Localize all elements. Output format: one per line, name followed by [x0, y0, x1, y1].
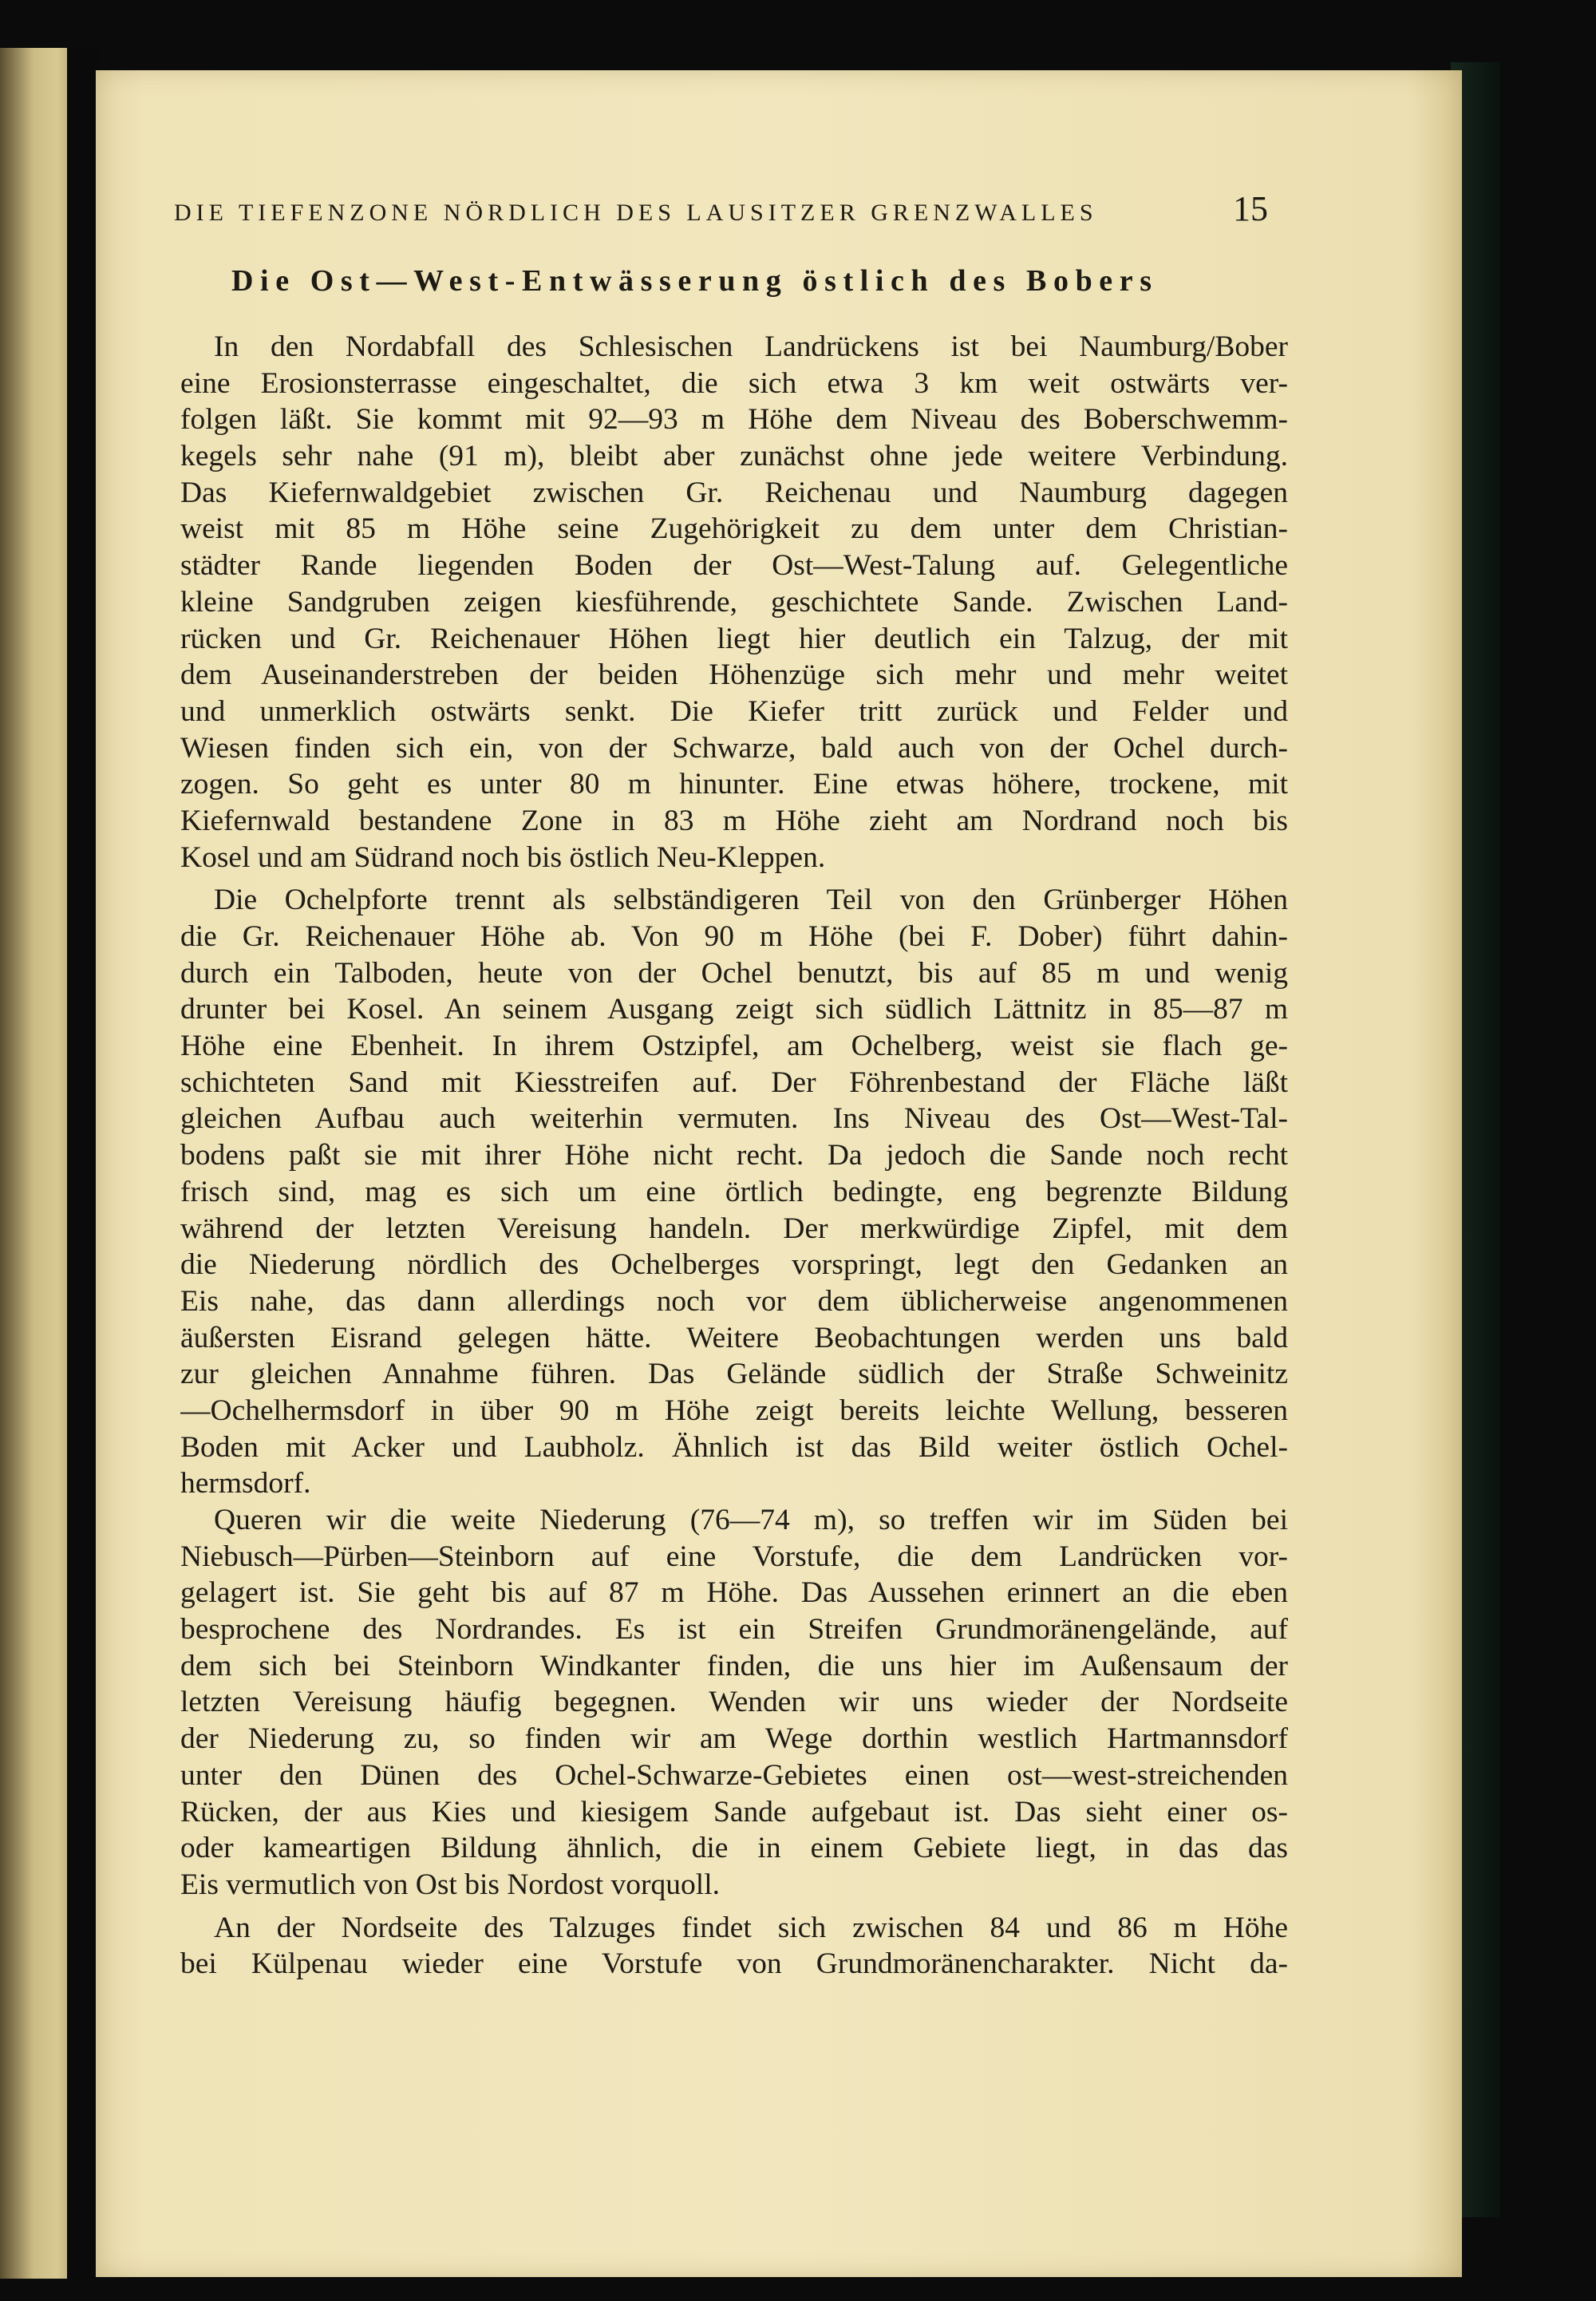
text-line: kegels sehr nahe (91 m), bleibt aber zunächst ohne jede weitere Verbindung.	[180, 440, 1288, 473]
text-line: Kiefernwald bestandene Zone in 83 m Höhe zieht am Nordrand noch bis	[180, 804, 1288, 837]
text-line: folgen läßt. Sie kommt mit 92—93 m Höhe dem Niveau des Boberschwemm-	[180, 403, 1288, 437]
text-line: unter den Dünen des Ochel-Schwarze-Gebietes einen ost—west-streichenden	[180, 1758, 1288, 1792]
text-line: bodens paßt sie mit ihrer Höhe nicht recht. Da jedoch die Sande noch recht	[180, 1139, 1288, 1172]
text-line: frisch sind, mag es sich um eine örtlich bedingte, eng begrenzte Bildung	[180, 1175, 1288, 1208]
text-line: rücken und Gr. Reichenauer Höhen liegt hier deutlich ein Talzug, der mit	[180, 622, 1288, 655]
text-line: gelagert ist. Sie geht bis auf 87 m Höhe. Das Aussehen erinnert an die eben	[180, 1576, 1288, 1610]
text-line: hermsdorf.	[180, 1467, 311, 1500]
text-line: —Ochelhermsdorf in über 90 m Höhe zeigt bereits leichte Wellung, besseren	[180, 1394, 1288, 1427]
text-line: Eis nahe, das dann allerdings noch vor dem üblicherweise angenommenen	[180, 1284, 1288, 1318]
text-line: Die Ochelpforte trennt als selbständigeren Teil von den Grünberger Höhen	[214, 884, 1288, 917]
text-line: Eis vermutlich von Ost bis Nordost vorquoll.	[180, 1868, 721, 1901]
text-line: Das Kiefernwaldgebiet zwischen Gr. Reichenau und Naumburg dagegen	[180, 476, 1288, 509]
text-line: An der Nordseite des Talzuges findet sich zwischen 84 und 86 m Höhe	[214, 1911, 1288, 1944]
text-line: besprochene des Nordrandes. Es ist ein Streifen Grundmoränengelände, auf	[180, 1613, 1288, 1647]
text-line: die Gr. Reichenauer Höhe ab. Von 90 m Höhe (bei F. Dober) führt dahin-	[180, 920, 1288, 953]
text-line: der Niederung zu, so finden wir am Wege dorthin westlich Hartmannsdorf	[180, 1722, 1288, 1756]
page-number: 15	[1233, 189, 1268, 228]
text-line: eine Erosionsterrasse eingeschaltet, die sich etwa 3 km weit ostwärts ver-	[180, 366, 1288, 400]
text-line: zur gleichen Annahme führen. Das Gelände südlich der Straße Schweinitz	[180, 1358, 1288, 1391]
text-line: kleine Sandgruben zeigen kiesführende, geschichtete Sande. Zwischen Land-	[180, 585, 1288, 619]
text-line: schichteten Sand mit Kiesstreifen auf. Der Föhrenbestand der Fläche läßt	[180, 1065, 1288, 1099]
text-line: Queren wir die weite Niederung (76—74 m), so treffen wir im Süden bei	[214, 1504, 1288, 1536]
text-line: dem sich bei Steinborn Windkanter finden, die uns hier im Außensaum der	[180, 1649, 1288, 1682]
book-gutter	[67, 48, 99, 2279]
text-line: drunter bei Kosel. An seinem Ausgang zeigt sich südlich Lättnitz in 85—87 m	[180, 993, 1288, 1026]
text-line: Rücken, der aus Kies und kiesigem Sande aufgebaut ist. Das sieht einer os-	[180, 1795, 1288, 1829]
text-line: Niebusch—Pürben—Steinborn auf eine Vorstufe, die dem Landrücken vor-	[180, 1540, 1288, 1573]
section-heading: Die Ost—West-Entwässerung östlich des Bobers	[231, 264, 1159, 298]
text-line: während der letzten Vereisung handeln. Der merkwürdige Zipfel, mit dem	[180, 1212, 1288, 1245]
text-line: zogen. So geht es unter 80 m hinunter. Eine etwas höhere, trockene, mit	[180, 768, 1288, 801]
text-line: städter Rande liegenden Boden der Ost—West-Talung auf. Gelegentliche	[180, 549, 1288, 583]
facing-page-edge	[0, 48, 67, 2279]
text-line: dem Auseinanderstreben der beiden Höhenzüge sich mehr und mehr weitet	[180, 658, 1288, 692]
body-text	[180, 329, 1288, 1983]
text-line: durch ein Talboden, heute von der Ochel benutzt, bis auf 85 m und wenig	[180, 956, 1288, 990]
text-line: und unmerklich ostwärts senkt. Die Kiefer tritt zurück und Felder und	[180, 694, 1288, 728]
text-line: Boden mit Acker und Laubholz. Ähnlich ist das Bild weiter östlich Ochel-	[180, 1430, 1288, 1464]
text-line: weist mit 85 m Höhe seine Zugehörigkeit zu dem unter dem Christian-	[180, 512, 1288, 546]
text-line: bei Külpenau wieder eine Vorstufe von Grundmoränencharakter. Nicht da-	[180, 1947, 1288, 1981]
text-line: In den Nordabfall des Schlesischen Landrückens ist bei Naumburg/Bober	[214, 330, 1288, 363]
text-line: oder kameartigen Bildung ähnlich, die in einem Gebiete liegt, in das das	[180, 1832, 1288, 1865]
text-line: Wiesen finden sich ein, von der Schwarze, bald auch von der Ochel durch-	[180, 731, 1288, 765]
text-line: äußersten Eisrand gelegen hätte. Weitere Beobachtungen werden uns bald	[180, 1321, 1288, 1354]
text-line: Kosel und am Südrand noch bis östlich Neu-Kleppen.	[180, 840, 826, 874]
text-line: Höhe eine Ebenheit. In ihrem Ostzipfel, am Ochelberg, weist sie flach ge-	[180, 1030, 1288, 1063]
text-line: gleichen Aufbau auch weiterhin vermuten. Ins Niveau des Ost—West-Tal-	[180, 1102, 1288, 1136]
text-line: die Niederung nördlich des Ochelberges vorspringt, legt den Gedanken an	[180, 1248, 1288, 1282]
running-head: DIE TIEFENZONE NÖRDLICH DES LAUSITZER GRENZWALLES	[174, 200, 1098, 226]
text-line: letzten Vereisung häufig begegnen. Wenden wir uns wieder der Nordseite	[180, 1686, 1288, 1719]
